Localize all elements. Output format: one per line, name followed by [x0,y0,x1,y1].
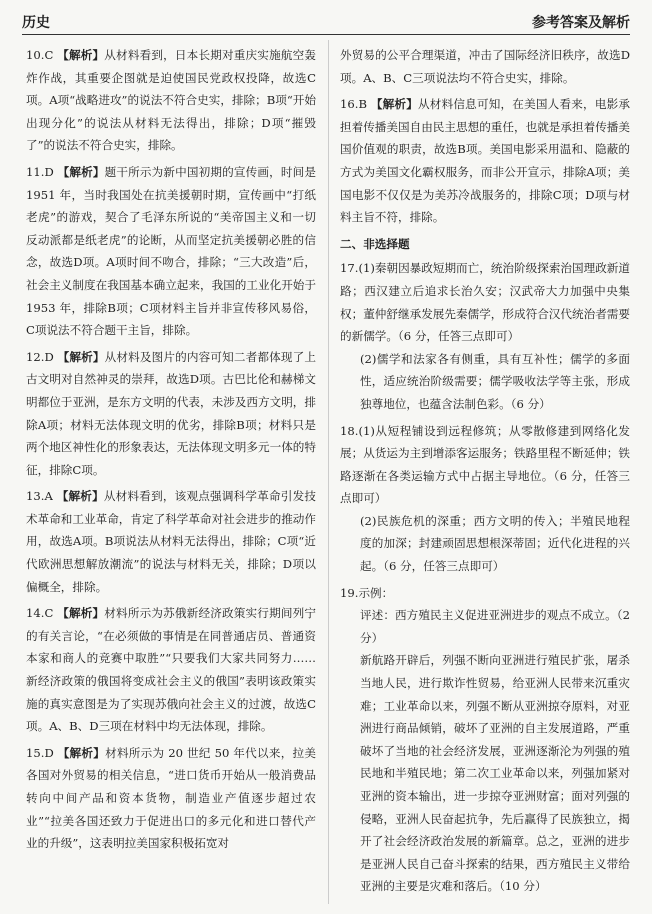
item-number: 14.C [26,606,54,621]
item-text: 材料所示为苏俄新经济政策实行期间列宁的有关言论，“在必须做的事情是在同普通店员、普通资本家和商人的竞赛中取胜”“只要我们大家共同努力……新经济政策的俄国将变成社会主义的俄国”表明该政策实施的真实意图是为了实现苏俄向社会主义的过渡，故选C项。A、B、D三项在材料中均无法体现，排除。 [26,606,316,734]
left-column [26,44,316,859]
item-text: 外贸易的公平合理渠道，冲击了国际经济旧秩序，故选D项。A、B、C三项说法均不符合史实，排除。 [340,48,630,85]
item-text: 材料所示为 20 世纪 50 年代以来，拉美各国对外贸易的相关信息，“进口货币开始从一般消费品转向中间产品和资本货物，制造业产值逐步超过农业”“拉美各国还致力于促进出口的多元化和进口替代产业的升级”，这表明拉美国家积极拓宽对 [26,745,317,851]
q17-part1 [340,257,630,347]
q19-part2: 新航路开辟后，列强不断向亚洲进行殖民扩张，屠杀当地人民，进行欺诈性贸易，给亚洲人民带来沉重灾难；工业革命以来，列强不断从亚洲掠夺原料，对亚洲进行商品倾销，破坏了亚洲的自主发展道路，严重破坏了当地的社会经济发展，亚洲逐渐沦为列强的殖民地和半殖民地；第二次工业革命以来，列强加紧对亚洲的资本输出，进一步掠夺亚洲财富；面对列强的侵略，亚洲人民奋起抗争，先后赢得了民族独立，揭开了社会经济政治发展的新篇章。总之，亚洲的进步是亚洲人民自己奋斗探索的结果，西方殖民主义带给亚洲的主要是灾难和落后。（10 分） [360,653,630,894]
answer-item-15-cont [340,44,630,89]
answer-item-15 [26,742,316,855]
q19-part1: 评述：西方殖民主义促进亚洲进步的观点不成立。（2 分） [360,608,630,645]
answer-item-13 [26,485,316,598]
answer-item-17 [340,257,630,415]
item-number: 10.C [26,48,54,62]
analysis-tag: 【解析】 [57,48,105,62]
item-number: 19. [340,585,359,600]
analysis-tag: 【解析】 [57,349,105,364]
item-text: 从材料看到，日本长期对重庆实施航空轰炸作战，其重要企图就是迫使国民党政权投降，故选C项。A项“战略进攻”的说法不符合史实，排除；B项“开始出现分化”的说法从材料无法得出，排除；D项“摧毁了”的说法不符合史实，排除。 [26,48,316,153]
item-number: 18. [340,423,359,438]
page-header [22,10,630,35]
q18-part1 [340,420,630,510]
analysis-tag: 【解析】 [57,164,105,179]
item-text: (1)秦朝因暴政短期而亡，统治阶级探索治国理政新道路；西汉建立后追求长治久安；汉武帝大力加强中央集权；董仲舒继承发展先秦儒学，形成符合汉代统治者需要的新儒学。（6 分，任答三点即可） [340,261,630,344]
item-number: 17. [340,261,359,276]
item-number: 13.A [26,489,53,504]
column-divider [328,40,329,904]
section-title: 二、非选择题 [340,236,410,251]
answer-item-11 [26,161,316,342]
item-number: 16.B [340,97,367,112]
answer-item-19 [340,582,630,898]
item-text: (1)从短程铺设到远程修筑；从零散修建到网络化发展；从货运为主到增添客运服务；铁路里程不断延伸；铁路逐渐在各类运输方式中占据主导地位。（6 分，任答三点即可） [340,423,630,506]
item-number: 11.D [26,164,54,179]
header-title: 参考答案及解析 [532,15,630,31]
item-number: 12.D [26,349,54,364]
item-number: 15.D [26,745,54,760]
item-text: 从材料看到，该观点强调科学革命引发技术革命和工业革命，肯定了科学革命对社会进步的推动作用，故选A项。B项说法从材料无法得出，排除；C项“近代欧洲思想解放潮流”的说法与材料无关，排除；D项以偏概全，排除。 [26,489,316,594]
q19-label [340,582,630,605]
analysis-tag: 【解析】 [57,606,105,621]
analysis-tag: 【解析】 [57,745,106,760]
q18-part2: (2)民族危机的深重；西方文明的传入；半殖民地程度的加深；封建顽固思想根深蒂固；近代化进程的兴起。（6 分，任答三点即可） [360,513,630,574]
item-text: 从材料及图片的内容可知二者都体现了上古文明对自然神灵的崇拜，故选D项。古巴比伦和赫梯文明都位于亚洲，是东方文明的代表，未涉及西方文明，排除A项；材料无法体现文明的优劣，排除B项；材料只是两个地区神性化的形象表达，无法体现文明多元一体的特征，排除C项。 [26,349,316,477]
analysis-tag: 【解析】 [56,489,104,504]
right-column [340,44,630,902]
answer-item-12 [26,346,316,482]
answer-item-14 [26,602,316,738]
item-text: 示例： [358,585,394,600]
answer-item-16 [340,93,630,229]
q17-part2: (2)儒学和法家各有侧重，具有互补性；儒学的多面性，适应统治阶级需要；儒学吸收法学等主张，形成独尊地位，也蕴含法制色彩。（6 分） [360,351,630,411]
analysis-tag: 【解析】 [370,97,419,112]
subject-label: 历史 [22,15,50,31]
answer-item-10 [26,44,316,157]
answer-item-18 [340,420,630,578]
item-text: 从材料信息可知，在美国人看来，电影承担着传播美国自由民主思想的重任，也就是承担着传播美国价值观的职责，故选B项。美国电影采用温和、隐蔽的方式为美国文化霸权服务，而非公开宣示，排除A项；美国电影不仅仅是为美苏冷战服务的，排除C项；D项与材料主旨不符，排除。 [340,97,630,225]
item-text: 题干所示为新中国初期的宣传画，时间是 1951 年，当时我国处在抗美援朝时期，宣传画中“打纸老虎”的游戏，契合了毛泽东所说的“美帝国主义和一切反动派都是纸老虎”的论断，从而坚定抗美援朝必胜的信念，故选D项。A项时间不吻合，排除；“三大改造”后，社会主义制度在我国基本确立起来，我国的工业化开始于 1953 年，排除B项；C项材料主旨并非宣传移风易俗，C项说法不符合题干主旨，排除。 [26,164,316,338]
